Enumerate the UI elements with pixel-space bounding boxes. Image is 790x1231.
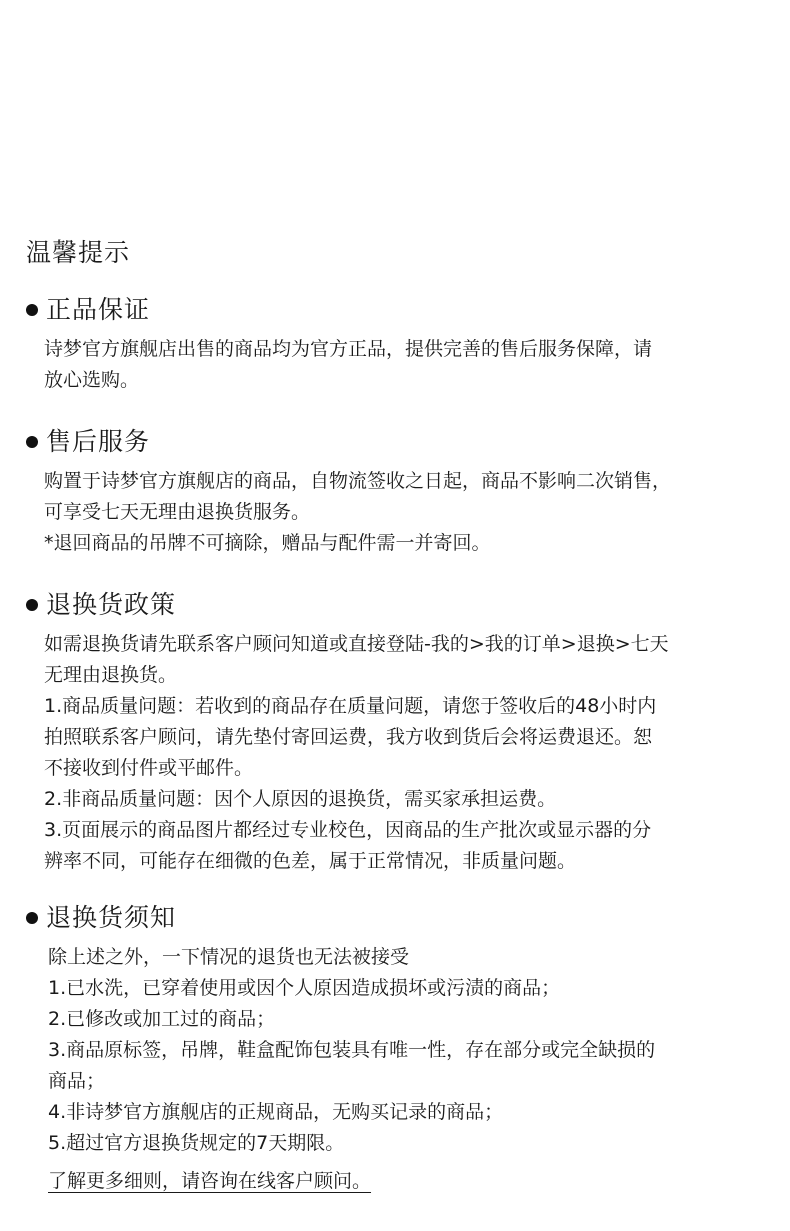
section-body bbox=[44, 334, 771, 396]
section-body bbox=[48, 942, 771, 1159]
section-body bbox=[44, 629, 771, 877]
body-line: 商品； bbox=[48, 1070, 106, 1092]
page-title: 温馨提示 bbox=[26, 238, 131, 267]
body-line: *退回商品的吊牌不可摘除，赠品与配件需一并寄回。 bbox=[44, 532, 491, 554]
section-header bbox=[26, 901, 771, 935]
section-body bbox=[44, 466, 771, 559]
body-line: 诗梦官方旗舰店出售的商品均为官方正品，提供完善的售后服务保障，请 bbox=[44, 338, 653, 360]
body-line: 拍照联系客户顾问，请先垫付寄回运费，我方收到货后会将运费退还。恕 bbox=[44, 726, 653, 748]
bullet-icon bbox=[26, 436, 38, 448]
body-line: 2.非商品质量问题：因个人原因的退换货，需买家承担运费。 bbox=[44, 788, 557, 810]
section-title: 正品保证 bbox=[46, 295, 151, 324]
section-header bbox=[26, 588, 771, 622]
section-return-notes bbox=[26, 901, 771, 1159]
body-line: 3.商品原标签，吊牌，鞋盒配饰包装具有唯一性，存在部分或完全缺损的 bbox=[48, 1039, 656, 1061]
section-title: 退换货须知 bbox=[46, 903, 177, 932]
section-authentic-guarantee bbox=[26, 293, 771, 396]
body-line: 可享受七天无理由退换货服务。 bbox=[44, 501, 311, 523]
body-line: 辨率不同，可能存在细微的色差，属于正常情况，非质量问题。 bbox=[44, 850, 577, 872]
body-line: 4.非诗梦官方旗舰店的正规商品，无购买记录的商品； bbox=[48, 1101, 504, 1123]
bullet-icon bbox=[26, 599, 38, 611]
body-line: 1.已水洗，已穿着使用或因个人原因造成损坏或污渍的商品； bbox=[48, 977, 561, 999]
body-line: 1.商品质量问题：若收到的商品存在质量问题，请您于签收后的48小时内 bbox=[44, 695, 657, 717]
section-title: 售后服务 bbox=[46, 427, 151, 456]
body-line: 不接收到付件或平邮件。 bbox=[44, 757, 254, 779]
consult-advisor-link[interactable]: 了解更多细则，请咨询在线客户顾问。 bbox=[48, 1170, 372, 1192]
body-line: 无理由退换货。 bbox=[44, 664, 178, 686]
body-line: 除上述之外，一下情况的退货也无法被接受 bbox=[48, 946, 410, 968]
section-header bbox=[26, 425, 771, 459]
body-line: 2.已修改或加工过的商品； bbox=[48, 1008, 276, 1030]
body-line: 3.页面展示的商品图片都经过专业校色，因商品的生产批次或显示器的分 bbox=[44, 819, 652, 841]
body-line: 放心选购。 bbox=[44, 369, 140, 391]
section-header bbox=[26, 293, 771, 327]
body-line: 5.超过官方退换货规定的7天期限。 bbox=[48, 1132, 345, 1154]
section-after-sales bbox=[26, 425, 771, 559]
bullet-icon bbox=[26, 912, 38, 924]
section-title: 退换货政策 bbox=[46, 590, 177, 619]
body-line: 购置于诗梦官方旗舰店的商品，自物流签收之日起，商品不影响二次销售， bbox=[44, 470, 672, 492]
body-line: 如需退换货请先联系客户顾问知道或直接登陆-我的>我的订单>退换>七天 bbox=[44, 633, 669, 655]
section-return-policy bbox=[26, 588, 771, 877]
bullet-icon bbox=[26, 304, 38, 316]
